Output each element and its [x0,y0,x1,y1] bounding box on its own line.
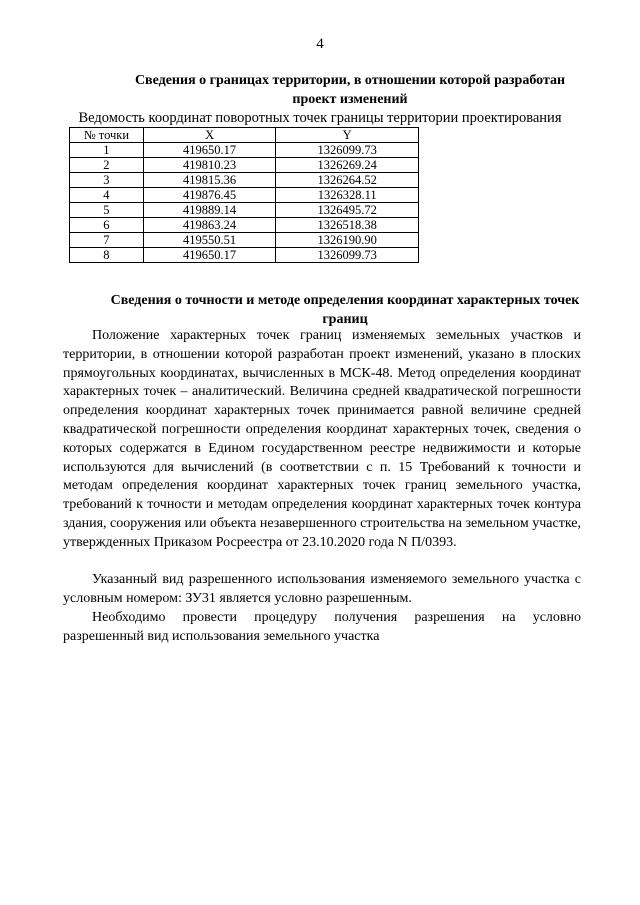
x-cell: 419650.17 [143,248,276,263]
x-cell: 419815.36 [143,173,276,188]
table-row [70,173,419,188]
x-cell: 419863.24 [143,218,276,233]
y-cell: 1326495.72 [276,203,419,218]
point-number-cell: 8 [70,248,144,263]
section-title-line-2: границ [322,312,368,327]
paragraph-coordinates-method: Положение характерных точек границ изменяемых земельных участков и территории, в отношении которой разработан проект изменений, указано в плоских прямоугольных координатах, вычисленных в МСК-48. Метод определения координат характерных точек – аналитический. Величина средней квадратической погрешности определения координат характерных точек принимается равной величине средней квадратической погрешности определения координат характерных точек, сведения о которых содержатся в Едином государственном реестре недвижимости и которые используются для вычислений (в соответствии с п. 15 Требований к точности и методам определения координат характерных точек границ земельного участка, требований к точности и методам определения координат характерных точек контура здания, сооружения или объекта незавершенного строительства на земельном участке, утвержденных Приказом Росреестра от 23.10.2020 года N П/0393. [63,328,581,550]
y-cell: 1326518.38 [276,218,419,233]
point-number-cell: 2 [70,158,144,173]
table-header-row [70,128,419,143]
x-cell: 419876.45 [143,188,276,203]
table-row [70,203,419,218]
table-row [70,248,419,263]
y-cell: 1326099.73 [276,143,419,158]
page-number: 4 [316,36,324,52]
x-cell: 419650.17 [143,143,276,158]
table-row [70,143,419,158]
section-title-accuracy [80,291,610,329]
table-row [70,218,419,233]
y-cell: 1326328.11 [276,188,419,203]
table-caption: Ведомость координат поворотных точек границы территории проектирования [78,110,562,126]
section-title-boundaries [100,71,600,109]
point-number-cell: 3 [70,173,144,188]
paragraph-permitted-use: Указанный вид разрешенного использования изменяемого земельного участка с условным номером: ЗУ31 является условно разрешенным. [63,572,581,606]
table-row [70,158,419,173]
x-cell: 419550.51 [143,233,276,248]
header-point-number: № точки [70,128,144,143]
header-x: X [143,128,276,143]
y-cell: 1326269.24 [276,158,419,173]
point-number-cell: 4 [70,188,144,203]
paragraph-permission-procedure: Необходимо провести процедуру получения разрешения на условно разрешенный вид использования земельного участка [63,610,581,644]
section-title-line-1: Сведения о точности и методе определения координат характерных точек [110,293,580,308]
y-cell: 1326264.52 [276,173,419,188]
section-title-line-2: проект изменений [292,92,408,107]
coordinates-table [69,127,419,263]
point-number-cell: 1 [70,143,144,158]
y-cell: 1326099.73 [276,248,419,263]
table-row [70,188,419,203]
point-number-cell: 6 [70,218,144,233]
table-row [70,233,419,248]
section-title-line-1: Сведения о границах территории, в отношении которой разработан [134,73,566,88]
point-number-cell: 7 [70,233,144,248]
x-cell: 419810.23 [143,158,276,173]
y-cell: 1326190.90 [276,233,419,248]
x-cell: 419889.14 [143,203,276,218]
point-number-cell: 5 [70,203,144,218]
header-y: Y [276,128,419,143]
